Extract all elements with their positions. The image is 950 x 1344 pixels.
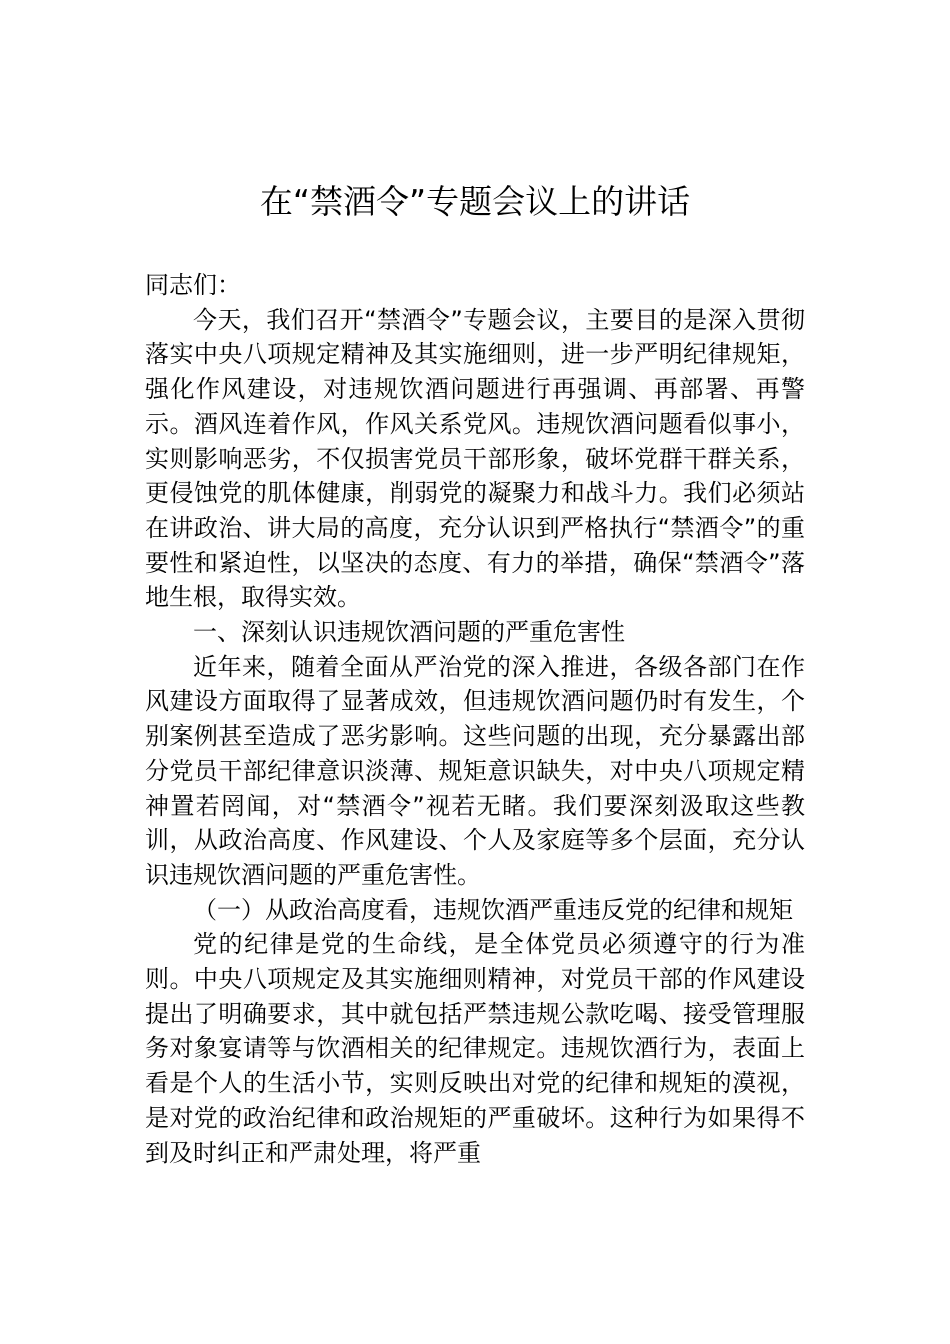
salutation: 同志们： [145, 271, 241, 299]
paragraph-section-1: 近年来，随着全面从严治党的深入推进，各级各部门在作风建设方面取得了显著成效，但违规饮酒问题仍时有发生，个别案例甚至造成了恶劣影响。这些问题的出现，充分暴露出部分党员干部纪律意识淡薄、规矩意识缺失，对中央八项规定精神置若罔闻，对“禁酒令”视若无睹。我们要深刻汲取这些教训，从政治高度、作风建设、个人及家庭等多个层面，充分认识违规饮酒问题的严重危害性。 [145, 652, 805, 889]
paragraph-intro: 今天，我们召开“禁酒令”专题会议，主要目的是深入贯彻落实中央八项规定精神及其实施细则，进一步严明纪律规矩，强化作风建设，对违规饮酒问题进行再强调、再部署、再警示。酒风连着作风，作风关系党风。违规饮酒问题看似事小，实则影响恶劣，不仅损害党员干部形象，破坏党群干群关系，更侵蚀党的肌体健康，削弱党的凝聚力和战斗力。我们必须站在讲政治、讲大局的高度，充分认识到严格执行“禁酒令”的重要性和紧迫性，以坚决的态度、有力的举措，确保“禁酒令”落地生根，取得实效。 [145, 305, 805, 612]
section-heading-1: 一、深刻认识违规饮酒问题的严重危害性 [193, 618, 625, 647]
subsection-heading-1: （一）从政治高度看，违规饮酒严重违反党的纪律和规矩 [193, 895, 793, 924]
document-title: 在“禁酒令”专题会议上的讲话 [259, 182, 691, 221]
paragraph-subsection-1: 党的纪律是党的生命线，是全体党员必须遵守的行为准则。中央八项规定及其实施细则精神，对党员干部的作风建设提出了明确要求，其中就包括严禁违规公款吃喝、接受管理服务对象宴请等与饮酒相关的纪律规定。违规饮酒行为，表面上看是个人的生活小节，实则反映出对党的纪律和规矩的漠视，是对党的政治纪律和政治规矩的严重破坏。这种行为如果得不到及时纠正和严肃处理，将严重 [145, 930, 805, 1167]
document-body [145, 268, 805, 1170]
